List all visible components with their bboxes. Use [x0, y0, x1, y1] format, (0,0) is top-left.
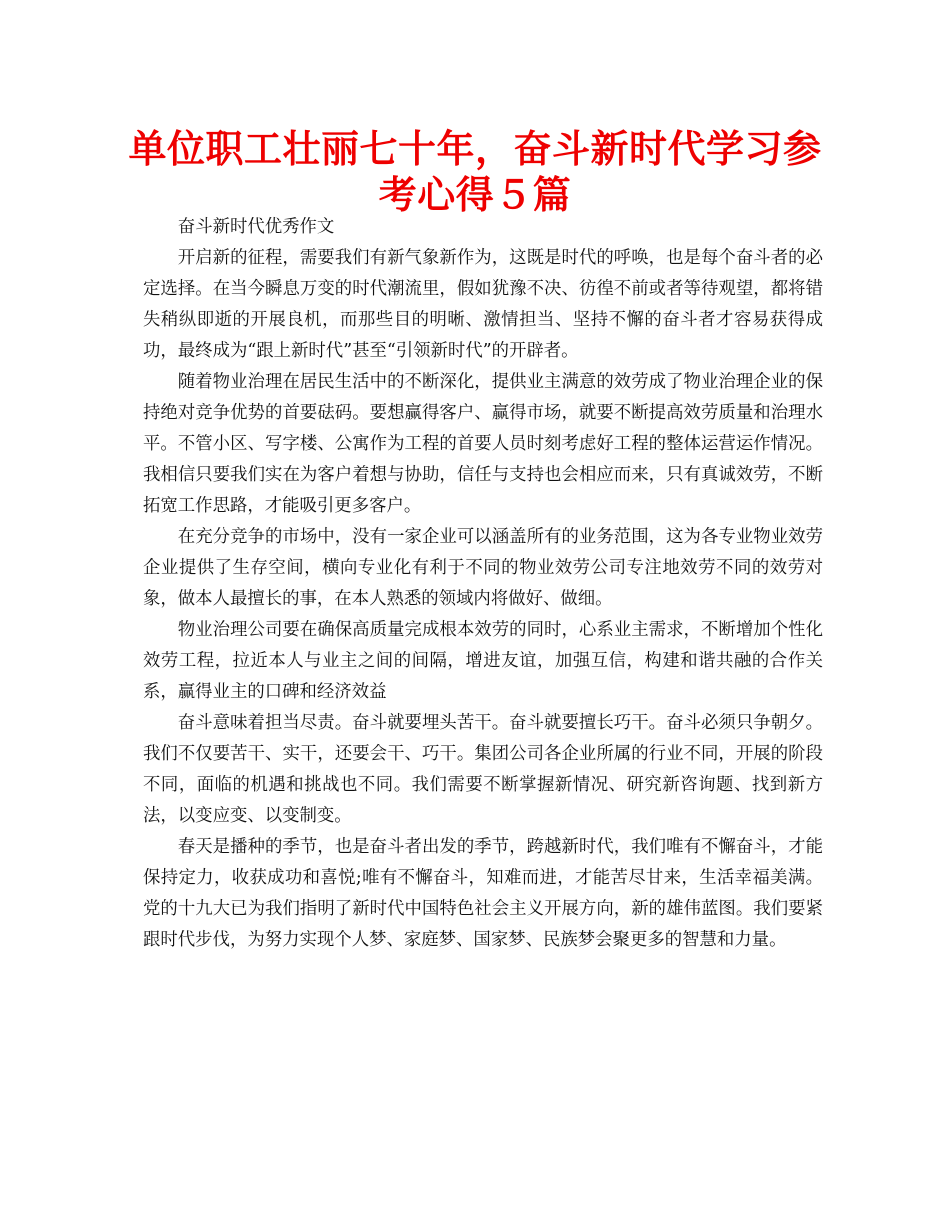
paragraph-4: 物业治理公司要在确保高质量完成根本效劳的同时，心系业主需求，不断增加个性化效劳工程，拉近本人与业主之间的间隔，增进友谊，加强互信，构建和谐共融的合作关系，赢得业主的口碑和经济效益 [143, 620, 823, 702]
document-title: 单位职工壮丽七十年，奋斗新时代学习参考心得５篇 [128, 127, 822, 217]
paragraph-3: 在充分竞争的市场中，没有一家企业可以涵盖所有的业务范围，这为各专业物业效劳企业提供了生存空间，横向专业化有利于不同的物业效劳公司专注地效劳不同的效劳对象，做本人最擅长的事，在本人熟悉的领域内将做好、做细。 [143, 527, 823, 609]
paragraph-6: 春天是播种的季节，也是奋斗者出发的季节，跨越新时代，我们唯有不懈奋斗，才能保持定力，收获成功和喜悦;唯有不懈奋斗，知难而进，才能苦尽甘来，生活幸福美满。党的十九大已为我们指明了新时代中国特色社会主义开展方向，新的雄伟蓝图。我们要紧跟时代步伐，为努力实现个人梦、家庭梦、国家梦、民族梦会聚更多的智慧和力量。 [143, 837, 823, 950]
document-subtitle: 奋斗新时代优秀作文 [177, 217, 335, 237]
document-body [143, 212, 823, 956]
paragraph-2: 随着物业治理在居民生活中的不断深化，提供业主满意的效劳成了物业治理企业的保持绝对竞争优势的首要砝码。要想赢得客户、赢得市场，就要不断提高效劳质量和治理水平。不管小区、写字楼、公寓作为工程的首要人员时刻考虑好工程的整体运营运作情况。我相信只要我们实在为客户着想与协助，信任与支持也会相应而来，只有真诚效劳，不断拓宽工作思路，才能吸引更多客户。 [143, 372, 823, 516]
paragraph-1: 开启新的征程，需要我们有新气象新作为，这既是时代的呼唤，也是每个奋斗者的必定选择。在当今瞬息万变的时代潮流里，假如犹豫不决、彷徨不前或者等待观望，都将错失稍纵即逝的开展良机，而那些目的明晰、激情担当、坚持不懈的奋斗者才容易获得成功，最终成为“跟上新时代”甚至“引领新时代”的开辟者。 [143, 248, 823, 361]
paragraph-5: 奋斗意味着担当尽责。奋斗就要埋头苦干。奋斗就要擅长巧干。奋斗必须只争朝夕。我们不仅要苦干、实干，还要会干、巧干。集团公司各企业所属的行业不同，开展的阶段不同，面临的机遇和挑战也不同。我们需要不断掌握新情况、研究新咨询题、找到新方法，以变应变、以变制变。 [143, 713, 823, 826]
